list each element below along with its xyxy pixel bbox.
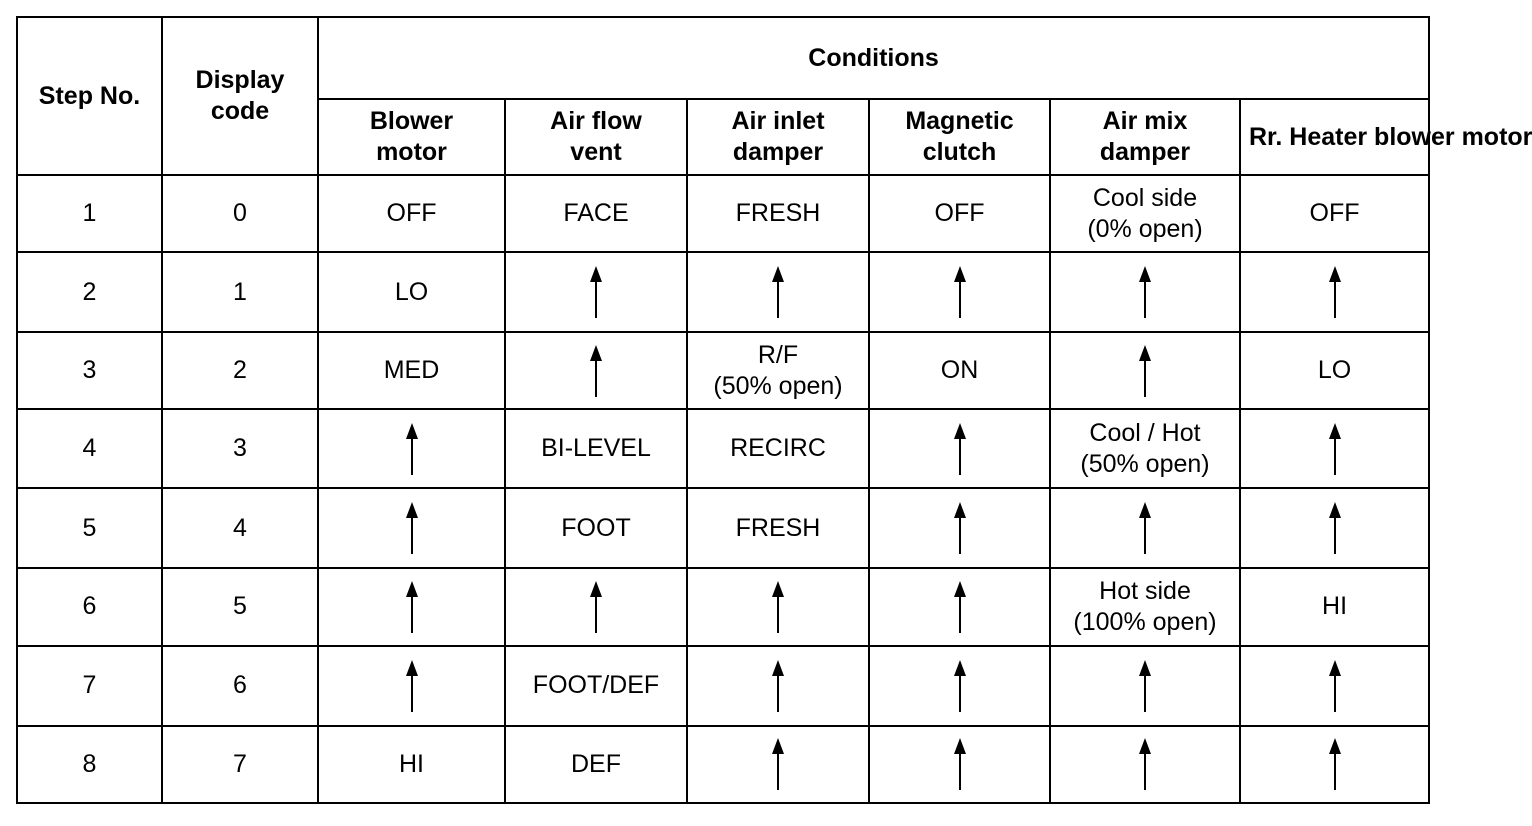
arrow-up-icon — [405, 581, 419, 633]
arrow-up-icon — [953, 738, 967, 790]
arrow-up-icon — [405, 502, 419, 554]
table-row — [17, 488, 1429, 567]
header-rr-heater-blower-motor: Rr. Heater blower motor — [1240, 99, 1429, 175]
cell-display-code: 0 — [162, 175, 318, 252]
cell-step-no: 4 — [17, 409, 162, 488]
table-row — [17, 175, 1429, 252]
arrow-up-icon — [589, 266, 603, 318]
cell-magnetic-clutch-same-as-above — [869, 488, 1050, 567]
cell-display-code: 5 — [162, 568, 318, 646]
arrow-up-icon — [953, 423, 967, 475]
header-air-flow-vent: Air flow vent — [505, 99, 687, 175]
header-air-mix-damper: Air mix damper — [1050, 99, 1240, 175]
cell-blower-motor: MED — [318, 332, 505, 409]
cell-display-code: 7 — [162, 726, 318, 803]
cell-rr-heater-blower-motor-same-as-above — [1240, 488, 1429, 567]
cell-air-inlet-damper: RECIRC — [687, 409, 869, 488]
arrow-up-icon — [953, 502, 967, 554]
cell-air-flow-vent: DEF — [505, 726, 687, 803]
cell-display-code: 4 — [162, 488, 318, 567]
test-step-table — [16, 16, 1532, 804]
table-row — [17, 646, 1429, 726]
arrow-up-icon — [953, 266, 967, 318]
cell-magnetic-clutch-same-as-above — [869, 726, 1050, 803]
cell-magnetic-clutch: OFF — [869, 175, 1050, 252]
arrow-up-icon — [405, 660, 419, 712]
cell-step-no: 1 — [17, 175, 162, 252]
cell-air-inlet-damper: R/F (50% open) — [687, 332, 869, 409]
arrow-up-icon — [1138, 345, 1152, 397]
arrow-up-icon — [1138, 738, 1152, 790]
cell-air-flow-vent-same-as-above — [505, 252, 687, 332]
cell-rr-heater-blower-motor-same-as-above — [1240, 409, 1429, 488]
cell-air-flow-vent: FOOT/DEF — [505, 646, 687, 726]
table-row — [17, 726, 1429, 803]
cell-display-code: 6 — [162, 646, 318, 726]
header-step-no: Step No. — [17, 17, 162, 175]
cell-air-mix-damper-same-as-above — [1050, 488, 1240, 567]
cell-step-no: 3 — [17, 332, 162, 409]
arrow-up-icon — [953, 660, 967, 712]
cell-air-mix-damper: Cool side (0% open) — [1050, 175, 1240, 252]
cell-air-mix-damper-same-as-above — [1050, 332, 1240, 409]
table-row — [17, 252, 1429, 332]
cell-blower-motor-same-as-above — [318, 488, 505, 567]
table-body — [17, 175, 1429, 803]
header-display-code: Display code — [162, 17, 318, 175]
cell-magnetic-clutch-same-as-above — [869, 646, 1050, 726]
cell-blower-motor-same-as-above — [318, 646, 505, 726]
cell-rr-heater-blower-motor-same-as-above — [1240, 726, 1429, 803]
cell-air-mix-damper-same-as-above — [1050, 646, 1240, 726]
cell-rr-heater-blower-motor: OFF — [1240, 175, 1429, 252]
cell-air-flow-vent-same-as-above — [505, 568, 687, 646]
cell-air-inlet-damper: FRESH — [687, 175, 869, 252]
header-conditions: Conditions — [318, 17, 1429, 99]
cell-rr-heater-blower-motor: HI — [1240, 568, 1429, 646]
cell-magnetic-clutch: ON — [869, 332, 1050, 409]
arrow-up-icon — [771, 738, 785, 790]
arrow-up-icon — [405, 423, 419, 475]
arrow-up-icon — [771, 266, 785, 318]
header-blower-motor: Blower motor — [318, 99, 505, 175]
cell-magnetic-clutch-same-as-above — [869, 409, 1050, 488]
cell-rr-heater-blower-motor-same-as-above — [1240, 646, 1429, 726]
arrow-up-icon — [1138, 660, 1152, 712]
cell-air-inlet-damper-same-as-above — [687, 252, 869, 332]
cell-step-no: 2 — [17, 252, 162, 332]
cell-air-flow-vent-same-as-above — [505, 332, 687, 409]
cell-air-flow-vent: FACE — [505, 175, 687, 252]
table-row — [17, 568, 1429, 646]
cell-air-inlet-damper-same-as-above — [687, 568, 869, 646]
cell-blower-motor: LO — [318, 252, 505, 332]
cell-magnetic-clutch-same-as-above — [869, 252, 1050, 332]
header-magnetic-clutch: Magnetic clutch — [869, 99, 1050, 175]
cell-air-inlet-damper-same-as-above — [687, 726, 869, 803]
cell-step-no: 7 — [17, 646, 162, 726]
arrow-up-icon — [589, 345, 603, 397]
arrow-up-icon — [771, 581, 785, 633]
cell-blower-motor: OFF — [318, 175, 505, 252]
cell-air-mix-damper: Cool / Hot (50% open) — [1050, 409, 1240, 488]
cell-blower-motor: HI — [318, 726, 505, 803]
cell-display-code: 1 — [162, 252, 318, 332]
cell-air-flow-vent: FOOT — [505, 488, 687, 567]
arrow-up-icon — [1328, 423, 1342, 475]
cell-step-no: 5 — [17, 488, 162, 567]
arrow-up-icon — [953, 581, 967, 633]
cell-air-inlet-damper-same-as-above — [687, 646, 869, 726]
arrow-up-icon — [1328, 266, 1342, 318]
cell-rr-heater-blower-motor: LO — [1240, 332, 1429, 409]
arrow-up-icon — [1138, 502, 1152, 554]
header-air-inlet-damper: Air inlet damper — [687, 99, 869, 175]
arrow-up-icon — [1138, 266, 1152, 318]
cell-magnetic-clutch-same-as-above — [869, 568, 1050, 646]
cell-blower-motor-same-as-above — [318, 568, 505, 646]
cell-step-no: 6 — [17, 568, 162, 646]
cell-display-code: 2 — [162, 332, 318, 409]
cell-air-mix-damper-same-as-above — [1050, 726, 1240, 803]
cell-air-mix-damper-same-as-above — [1050, 252, 1240, 332]
arrow-up-icon — [771, 660, 785, 712]
cell-step-no: 8 — [17, 726, 162, 803]
cell-air-inlet-damper: FRESH — [687, 488, 869, 567]
table-row — [17, 409, 1429, 488]
arrow-up-icon — [1328, 502, 1342, 554]
arrow-up-icon — [1328, 660, 1342, 712]
cell-air-flow-vent: BI-LEVEL — [505, 409, 687, 488]
cell-air-mix-damper: Hot side (100% open) — [1050, 568, 1240, 646]
table-row — [17, 332, 1429, 409]
cell-display-code: 3 — [162, 409, 318, 488]
arrow-up-icon — [1328, 738, 1342, 790]
cell-rr-heater-blower-motor-same-as-above — [1240, 252, 1429, 332]
cell-blower-motor-same-as-above — [318, 409, 505, 488]
arrow-up-icon — [589, 581, 603, 633]
